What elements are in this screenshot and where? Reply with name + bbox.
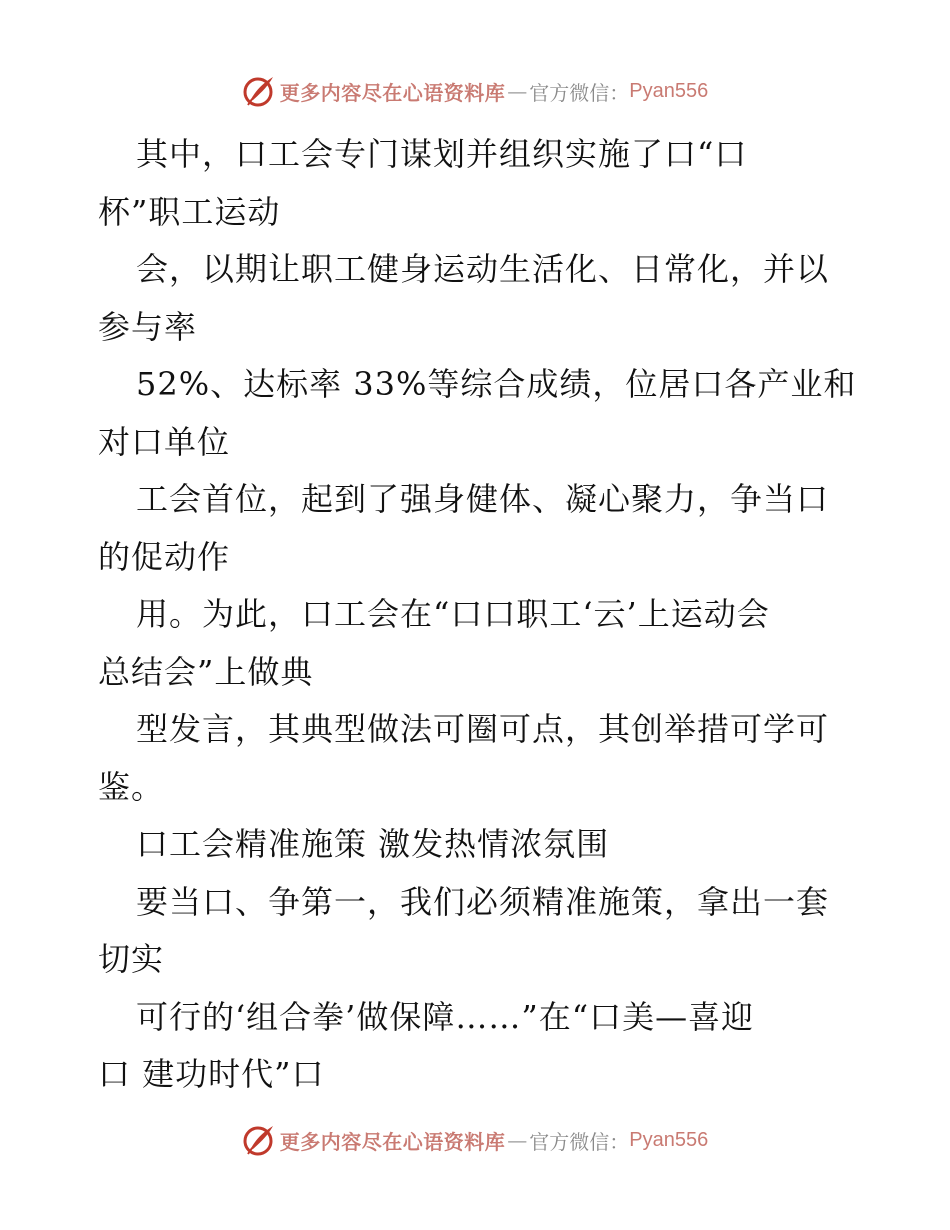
text-line: 可行的‘组合拳’做保障……”在“口美—喜迎	[136, 997, 755, 1036]
text-line: 杯”职工运动	[98, 192, 281, 231]
text-line: 口 建功时代”口	[98, 1055, 325, 1093]
text-line: 总结会”上做典	[98, 652, 314, 691]
text-line: 口工会精准施策 激发热情浓氛围	[136, 825, 610, 863]
text-line: 用。为此，口工会在“口口职工‘云’上运动会	[136, 595, 770, 633]
banner-site-text: 更多内容尽在心语资料库	[279, 80, 506, 105]
banner-dash: —	[507, 1128, 528, 1152]
footer-banner	[0, 1120, 950, 1160]
text-line: 其中，口工会专门谋划并组织实施了口“口	[136, 135, 748, 173]
text-line: 参与率	[98, 307, 198, 346]
quill-logo-icon	[242, 1123, 276, 1157]
banner-wechat-label: 官方微信：	[529, 1129, 630, 1154]
banner-wechat-id: Pyan556	[629, 1128, 709, 1151]
text-line: 型发言，其典型做法可圈可点，其创举措可学可	[136, 710, 830, 748]
text-line: 对口单位	[98, 422, 231, 461]
banner-site-text: 更多内容尽在心语资料库	[279, 1129, 506, 1154]
banner-wechat-id: Pyan556	[629, 79, 709, 102]
text-line: 的促动作	[98, 537, 231, 576]
text-line: 切实	[98, 940, 165, 978]
banner-dash: —	[507, 79, 528, 103]
quill-logo-icon	[242, 74, 276, 108]
banner-wechat-label: 官方微信：	[529, 80, 630, 105]
text-line: 鉴。	[98, 767, 165, 806]
header-banner	[0, 71, 950, 111]
text-line: 52%、达标率 33%等综合成绩，位居口各产业和	[136, 365, 857, 403]
text-line: 会，以期让职工健身运动生活化、日常化，并以	[136, 250, 830, 288]
document-body	[98, 126, 858, 1104]
text-line: 工会首位，起到了强身健体、凝心聚力，争当口	[136, 480, 830, 518]
text-line: 要当口、争第一，我们必须精准施策，拿出一套	[136, 882, 830, 921]
